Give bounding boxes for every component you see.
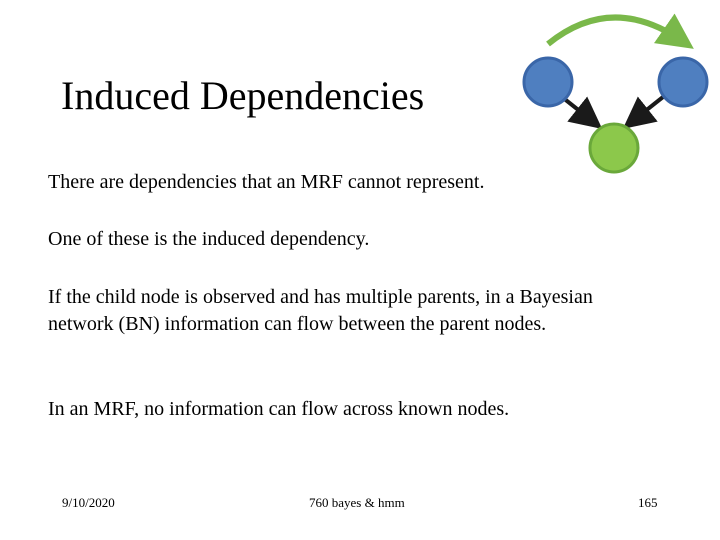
paragraph-bn-flow: If the child node is observed and has multiple parents, in a Bayesian network (BN) information can flow between the parent nodes. (48, 286, 593, 335)
edge-left-parent-to-child (562, 97, 596, 124)
slide-title: Induced Dependencies (61, 73, 425, 118)
slide-number: 165 (638, 495, 658, 510)
parent-node-left (524, 58, 572, 106)
parent-node-right (659, 58, 707, 106)
edge-right-parent-to-child (629, 97, 663, 124)
child-node-observed (590, 124, 638, 172)
footer-date: 9/10/2020 (62, 495, 115, 510)
paragraph-mrf-limits: There are dependencies that an MRF cannot represent. (48, 171, 485, 193)
induced-dependency-diagram (516, 10, 716, 180)
footer-course: 760 bayes & hmm (309, 495, 405, 510)
paragraph-mrf-flow: In an MRF, no information can flow across known nodes. (48, 398, 510, 420)
influence-arrow (548, 17, 684, 44)
paragraph-induced-dependency: One of these is the induced dependency. (48, 228, 370, 250)
